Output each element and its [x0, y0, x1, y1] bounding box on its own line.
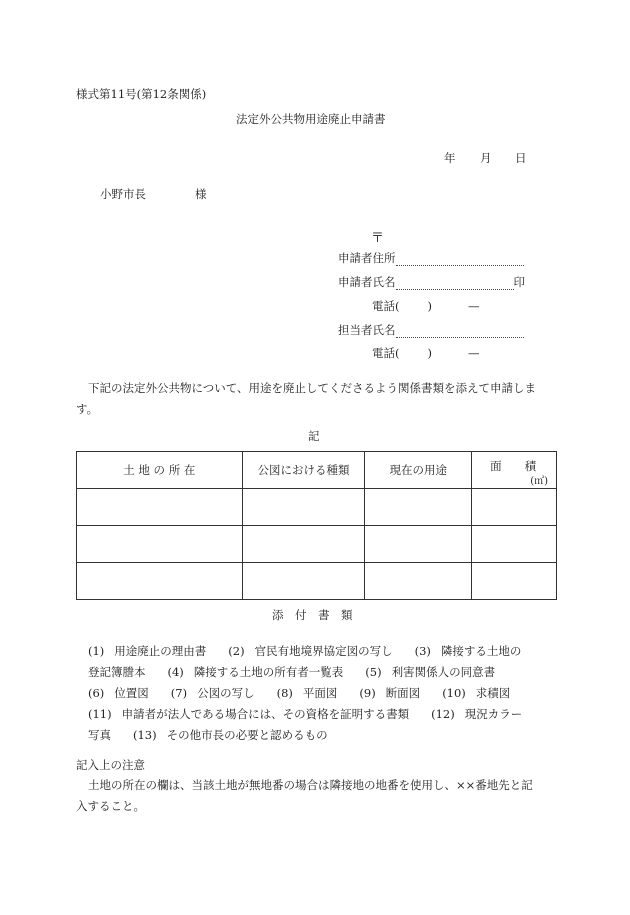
- attachment-item-7: (7) 公図の写し: [170, 686, 255, 700]
- attachment-item-12: (12) 現況カラー: [431, 707, 523, 721]
- ki-marker: 記: [308, 429, 320, 443]
- attachments-heading: 添 付 書 類: [272, 608, 353, 622]
- date-month-label: 月: [480, 151, 492, 165]
- attachment-item-6: (6) 位置図: [88, 686, 149, 700]
- attachment-item-1: (1) 用途廃止の理由書: [88, 644, 207, 658]
- attachment-item-12-cont: 写真: [88, 728, 111, 742]
- attachment-item-4: (4) 隣接する土地の所有者一覧表: [167, 665, 344, 679]
- attachment-item-10: (10) 求積図: [442, 686, 511, 700]
- header-area: [472, 452, 557, 489]
- table-cell-area[interactable]: [472, 563, 557, 600]
- applicant-address-line[interactable]: [396, 253, 524, 266]
- table-cell-map-type[interactable]: [242, 489, 365, 526]
- table-cell-current-use[interactable]: [365, 563, 472, 600]
- table-cell-area[interactable]: [472, 526, 557, 563]
- applicant-phone-label: 電話(: [372, 299, 400, 313]
- date-year-label: 年: [444, 151, 456, 165]
- applicant-phone-row: [372, 298, 480, 314]
- header-area-unit: (㎡): [530, 476, 548, 487]
- attachment-item-11: (11) 申請者が法人である場合には、その資格を証明する書類: [88, 707, 410, 721]
- contact-phone-dash: —: [468, 346, 480, 360]
- attachment-item-8: (8) 平面図: [276, 686, 338, 700]
- applicant-name-label: 申請者氏名: [338, 275, 396, 289]
- contact-phone-close: ): [427, 346, 432, 360]
- header-area-label: 面 積: [490, 459, 537, 473]
- applicant-name-line[interactable]: [396, 277, 514, 290]
- notes-line-1: 土地の所在の欄は、当該土地が無地番の場合は隣接地の地番を使用し、××番地先と記: [88, 778, 533, 792]
- attachment-item-13: (13) その他市長の必要と認めるもの: [133, 728, 328, 742]
- applicant-address-row: [338, 250, 524, 266]
- postal-mark: 〒: [371, 231, 385, 246]
- attachment-item-9: (9) 断面図: [359, 686, 421, 700]
- table-cell-location[interactable]: [77, 489, 243, 526]
- table-row: [77, 526, 557, 563]
- notes-heading: 記入上の注意: [76, 758, 145, 772]
- header-location: 土 地 の 所 在: [77, 452, 243, 489]
- table-cell-map-type[interactable]: [242, 563, 365, 600]
- seal-mark: 印: [513, 275, 525, 289]
- applicant-name-row: [338, 274, 525, 290]
- contact-phone-label: 電話(: [372, 346, 400, 360]
- applicant-phone-dash: —: [468, 299, 480, 313]
- notes-line-2: 入すること。: [76, 799, 145, 813]
- land-table: [76, 451, 557, 600]
- attachments-list: [76, 641, 561, 746]
- body-text-line-2: す。: [76, 402, 99, 416]
- addressee-name: 小野市長: [100, 187, 146, 201]
- form-number: 様式第11号(第12条関係): [76, 87, 207, 101]
- table-cell-area[interactable]: [472, 489, 557, 526]
- table-row: [77, 489, 557, 526]
- header-map-type: 公図における種類: [242, 452, 365, 489]
- document-title: 法定外公共物用途廃止申請書: [236, 112, 386, 126]
- table-cell-current-use[interactable]: [365, 526, 472, 563]
- attachment-item-5: (5) 利害関係人の同意書: [365, 665, 496, 679]
- table-cell-location[interactable]: [77, 526, 243, 563]
- contact-phone-row: [372, 345, 480, 361]
- date-day-label: 日: [515, 151, 527, 165]
- contact-name-label: 担当者氏名: [338, 323, 396, 337]
- table-header-row: [77, 452, 557, 489]
- applicant-phone-close: ): [427, 299, 432, 313]
- table-cell-map-type[interactable]: [242, 526, 365, 563]
- addressee-honorific: 様: [195, 187, 207, 201]
- contact-name-row: [338, 322, 524, 338]
- table-row: [77, 563, 557, 600]
- header-current-use: 現在の用途: [365, 452, 472, 489]
- attachment-item-3-cont: 登記簿謄本: [88, 665, 146, 679]
- table-cell-current-use[interactable]: [365, 489, 472, 526]
- body-text-line-1: 下記の法定外公共物について、用途を廃止してくださるよう関係書類を添えて申請しま: [88, 381, 537, 395]
- table-cell-location[interactable]: [77, 563, 243, 600]
- attachment-item-2: (2) 官民有地境界協定図の写し: [228, 644, 393, 658]
- applicant-address-label: 申請者住所: [338, 251, 396, 265]
- attachment-item-3: (3) 隣接する土地の: [414, 644, 522, 658]
- contact-name-line[interactable]: [396, 325, 524, 338]
